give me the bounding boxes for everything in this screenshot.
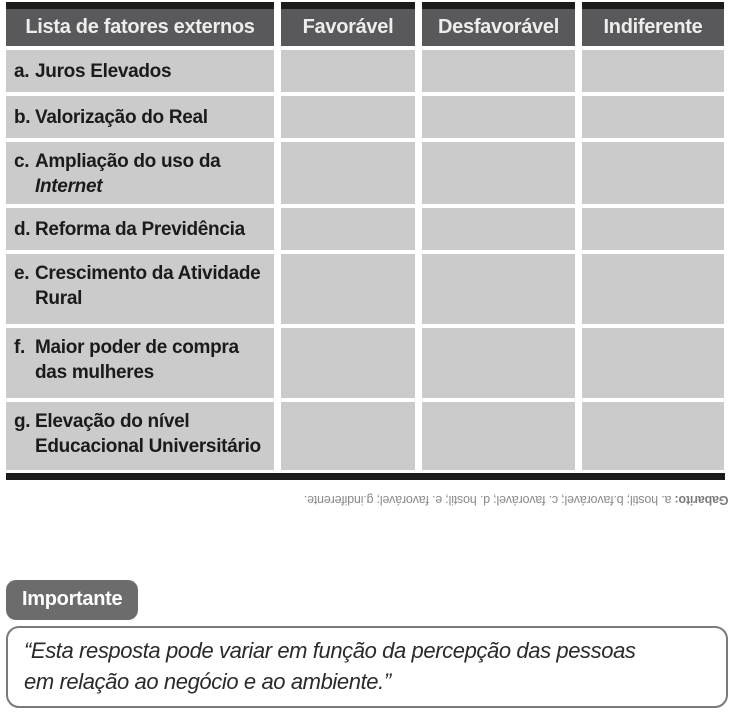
answer-cell xyxy=(582,50,724,92)
external-factors-table xyxy=(6,2,725,470)
row-text: Elevação do nível xyxy=(35,411,190,432)
answer-key-label: Gabarito: xyxy=(674,493,728,507)
row-text: Reforma da Previdência xyxy=(35,218,245,240)
answer-cell xyxy=(281,142,415,204)
answer-cell xyxy=(281,328,415,398)
row-text: Ampliação do uso da xyxy=(35,151,221,172)
answer-cell xyxy=(422,208,575,250)
answer-cell xyxy=(422,328,575,398)
row-label-c xyxy=(6,142,274,204)
row-letter: a. xyxy=(14,60,30,82)
row-text-line2: Educacional Universitário xyxy=(35,436,261,457)
answer-cell xyxy=(281,208,415,250)
answer-cell xyxy=(422,254,575,324)
quote-line-2: em relação ao negócio e ao ambiente.” xyxy=(24,669,391,694)
table-bottom-border xyxy=(6,473,725,480)
answer-cell xyxy=(422,50,575,92)
row-text: Crescimento da Atividade xyxy=(35,263,261,284)
row-label-g xyxy=(6,402,274,470)
answer-cell xyxy=(582,254,724,324)
row-text: Maior poder de compra xyxy=(35,337,239,358)
row-letter: b. xyxy=(14,106,31,128)
quote-box xyxy=(6,626,728,708)
column-header-desfavoravel: Desfavorável xyxy=(422,2,575,46)
row-text-line2: das mulheres xyxy=(35,362,154,383)
answer-key-wrap xyxy=(6,493,728,507)
quote-line-1: “Esta resposta pode variar em função da percepção das pessoas xyxy=(24,638,636,663)
row-label-f xyxy=(6,328,274,398)
answer-cell xyxy=(422,142,575,204)
answer-cell xyxy=(582,328,724,398)
column-header-favoravel: Favorável xyxy=(281,2,415,46)
answer-cell xyxy=(422,96,575,138)
answer-cell xyxy=(422,402,575,470)
column-header-indiferente: Indiferente xyxy=(582,2,724,46)
answer-cell xyxy=(582,142,724,204)
answer-key-text: a. hostil; b.favorável; c. favorável; d. hostil; e. favorável; g.indiferente. xyxy=(303,493,675,507)
answer-cell xyxy=(582,208,724,250)
answer-cell xyxy=(582,402,724,470)
row-label-e xyxy=(6,254,274,324)
importante-badge: Importante xyxy=(6,580,138,620)
answer-cell xyxy=(281,50,415,92)
answer-cell xyxy=(281,402,415,470)
answer-cell xyxy=(281,254,415,324)
row-text-line2: Rural xyxy=(35,288,83,309)
row-text: Valorização do Real xyxy=(35,106,208,128)
row-label-d xyxy=(6,208,274,250)
row-letter: f. xyxy=(14,337,26,358)
row-letter: g. xyxy=(14,411,31,432)
column-header-factors: Lista de fatores externos xyxy=(6,2,274,46)
row-letter: e. xyxy=(14,263,30,284)
answer-cell xyxy=(582,96,724,138)
answer-key xyxy=(304,493,728,507)
row-text-line2: Internet xyxy=(35,176,103,197)
row-letter: d. xyxy=(14,218,31,240)
row-letter: c. xyxy=(14,151,30,172)
answer-cell xyxy=(281,96,415,138)
row-label-b xyxy=(6,96,274,138)
row-text: Juros Elevados xyxy=(35,60,172,82)
row-label-a xyxy=(6,50,274,92)
